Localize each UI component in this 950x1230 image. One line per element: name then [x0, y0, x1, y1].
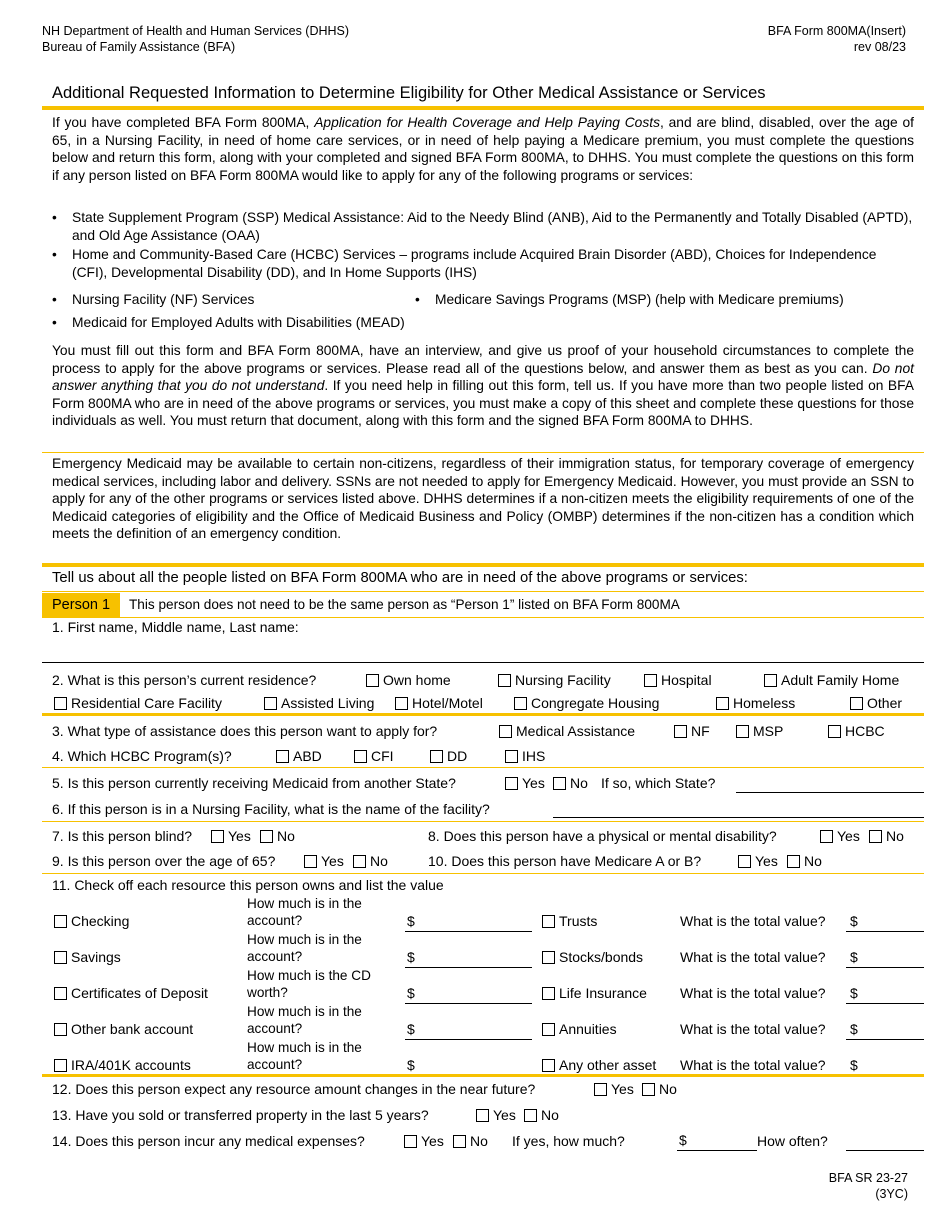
q3-hcbc[interactable]	[828, 722, 885, 740]
option-label: HCBC	[845, 723, 885, 739]
instructions-paragraph	[52, 342, 914, 430]
checkbox[interactable]	[54, 951, 67, 964]
q2-own-home[interactable]	[366, 671, 451, 689]
checkbox[interactable]	[276, 750, 289, 763]
option-label: No	[886, 828, 904, 844]
resource-life-insurance[interactable]	[542, 984, 647, 1002]
checkbox[interactable]	[716, 697, 729, 710]
checkbox[interactable]	[644, 674, 657, 687]
resource-name: Certificates of Deposit	[71, 985, 208, 1001]
q4-label: 4. Which HCBC Program(s)?	[52, 748, 232, 764]
option-label: Yes	[522, 775, 545, 791]
resource-name: Any other asset	[559, 1057, 657, 1073]
option-label: No	[570, 775, 588, 791]
checkbox[interactable]	[542, 951, 555, 964]
section-title: Tell us about all the people listed on BFA Form 800MA who are in need of the above programs or services:	[52, 570, 748, 586]
program-list	[52, 209, 914, 281]
q2-congregate[interactable]	[514, 694, 659, 712]
resource-value-field[interactable]	[405, 1039, 532, 1040]
option-label: Other	[867, 695, 903, 711]
section-divider	[42, 591, 924, 592]
resource-other-bank[interactable]	[54, 1020, 193, 1038]
q1-label: 1. First name, Middle name, Last name:	[52, 619, 299, 635]
dollar-sign: $	[850, 985, 858, 1001]
option-label: Medical Assistance	[516, 723, 636, 739]
checkbox[interactable]	[211, 830, 224, 843]
option-label: Adult Family Home	[781, 672, 900, 688]
q5-no[interactable]	[553, 774, 588, 792]
dollar-sign: $	[850, 1057, 858, 1073]
q7-label: 7. Is this person blind?	[52, 828, 193, 844]
checkbox[interactable]	[505, 750, 518, 763]
list-item-hcbc	[52, 246, 914, 281]
option-label: NF	[691, 723, 710, 739]
q2-homeless[interactable]	[716, 694, 795, 712]
page-title: Additional Requested Information to Determine Eligibility for Other Medical Assistance or Services	[52, 84, 766, 102]
checkbox[interactable]	[542, 987, 555, 1000]
resource-question-line2: account?	[247, 949, 303, 964]
q2-hospital[interactable]	[644, 671, 712, 689]
q5-label: 5. Is this person currently receiving Medicaid from another State?	[52, 775, 456, 791]
q4-dd[interactable]	[430, 747, 467, 765]
resource-value-field[interactable]	[405, 931, 532, 932]
resource-question-line1: How much is in the	[247, 1004, 362, 1019]
list-item-text: State Supplement Program (SSP) Medical Assistance: Aid to the Needy Blind (ANB), Aid to the Permanently and Totally Disabled (APTD), and Old Age Assistance (OAA)	[72, 210, 913, 243]
q1-name-field[interactable]	[42, 662, 924, 663]
resource-question-line1: How much is in the	[247, 896, 362, 911]
intro-text-1: If you have completed BFA Form 800MA,	[52, 115, 315, 130]
q4-divider	[42, 767, 924, 768]
dollar-sign: $	[850, 949, 858, 965]
para3-text: Emergency Medicaid may be available to certain non-citizens, regardless of their immigration status, for temporary coverage of emergency medical services, including labor and delivery. SSNs are not needed to apply for Emergency Medicaid. However, you must provide an SSN to apply for any of the other programs or services listed above. DHHS determines if a non-citizen meets the eligibility requirements of one of the Medicaid categories of eligibility and the Office of Medicaid Business and Policy (OMBP) determines if the non-citizen has a condition which meets the definition of an emergency condition.	[52, 456, 914, 542]
q5-yes[interactable]	[505, 774, 545, 792]
dollar-sign: $	[407, 949, 415, 965]
resource-savings[interactable]	[54, 948, 121, 966]
checkbox[interactable]	[542, 1059, 555, 1072]
option-label: Yes	[837, 828, 860, 844]
checkbox[interactable]	[264, 697, 277, 710]
resource-value-field[interactable]	[405, 967, 532, 968]
person-note: This person does not need to be the same person as “Person 1” listed on BFA Form 800MA	[129, 597, 680, 612]
footer-sub: (3YC)	[875, 1187, 908, 1201]
checkbox[interactable]	[869, 830, 882, 843]
resource-question-line1: How much is in the	[247, 932, 362, 947]
checkbox[interactable]	[260, 830, 273, 843]
q4-abd[interactable]	[276, 747, 322, 765]
option-label: No	[659, 1081, 677, 1097]
list-item-text: Home and Community-Based Care (HCBC) Services – programs include Acquired Brain Disorder (ABD), Choices for Independence (CFI), Developmental Disability (DD), and In Home Supports (IHS)	[72, 247, 877, 280]
checkbox[interactable]	[430, 750, 443, 763]
checkbox[interactable]	[524, 1109, 537, 1122]
checkbox[interactable]	[736, 725, 749, 738]
resource-total-question: What is the total value?	[680, 913, 826, 929]
q14-amount-field[interactable]	[677, 1150, 757, 1151]
list-item-text: Medicare Savings Programs (MSP) (help with Medicare premiums)	[435, 292, 844, 307]
option-label: Hospital	[661, 672, 712, 688]
q14-how-often-label: How often?	[757, 1133, 828, 1149]
resource-ira-401k[interactable]	[54, 1056, 191, 1074]
option-label: Own home	[383, 672, 451, 688]
checkbox[interactable]	[54, 915, 67, 928]
q7-yes[interactable]	[211, 827, 251, 845]
q8-no[interactable]	[869, 827, 904, 845]
option-label: Nursing Facility	[515, 672, 611, 688]
resource-stocks-bonds[interactable]	[542, 948, 643, 966]
q10-label: 10. Does this person have Medicare A or B?	[428, 853, 702, 869]
q7-no[interactable]	[260, 827, 295, 845]
dollar-sign: $	[850, 913, 858, 929]
checkbox[interactable]	[764, 674, 777, 687]
resource-value-field[interactable]	[405, 1003, 532, 1004]
option-label: No	[277, 828, 295, 844]
resource-name: Other bank account	[71, 1021, 194, 1037]
para2-text-2: . If you need help in filling out this form, tell us. If you have more than two people listed on BFA Form 800MA who are in need of the above programs or services, you must make a copy of this sheet and complete these questions for those individuals as well. You must return that document, along with this form and the signed BFA Form 800MA to DHHS.	[52, 378, 914, 429]
option-label: MSP	[753, 723, 784, 739]
resource-question-line1: How much is in the	[247, 1040, 362, 1055]
q2-hotel-motel[interactable]	[395, 694, 483, 712]
q11-label: 11. Check off each resource this person owns and list the value	[52, 877, 444, 893]
option-label: Homeless	[733, 695, 796, 711]
q3-msp[interactable]	[736, 722, 783, 740]
q3-label: 3. What type of assistance does this person want to apply for?	[52, 723, 438, 739]
q10-yes[interactable]	[738, 852, 778, 870]
option-label: Hotel/Motel	[412, 695, 483, 711]
dollar-sign: $	[407, 985, 415, 1001]
program-list-3	[415, 291, 915, 309]
resource-total-field[interactable]	[846, 1039, 924, 1040]
resource-checking[interactable]	[54, 912, 129, 930]
checkbox[interactable]	[354, 750, 367, 763]
q3-medical[interactable]	[499, 722, 635, 740]
resource-question-line2: account?	[247, 1021, 303, 1036]
resource-question-line2: account?	[247, 1057, 303, 1072]
checkbox[interactable]	[787, 855, 800, 868]
q6-divider	[42, 821, 924, 822]
dollar-sign: $	[407, 1021, 415, 1037]
list-item-mead	[52, 314, 914, 332]
q4-cfi[interactable]	[354, 747, 394, 765]
q6-facility-field[interactable]	[553, 817, 924, 818]
q3-nf[interactable]	[674, 722, 710, 740]
checkbox[interactable]	[828, 725, 841, 738]
q12-no[interactable]	[642, 1080, 677, 1098]
dollar-sign: $	[407, 913, 415, 929]
option-label: Congregate Housing	[531, 695, 660, 711]
resource-name: Life Insurance	[559, 985, 647, 1001]
q14-no[interactable]	[453, 1132, 488, 1150]
q13-yes[interactable]	[476, 1106, 516, 1124]
resource-total-field[interactable]	[846, 967, 924, 968]
list-item-text: Medicaid for Employed Adults with Disabilities (MEAD)	[72, 314, 405, 330]
checkbox[interactable]	[499, 725, 512, 738]
checkbox[interactable]	[353, 855, 366, 868]
option-label: Yes	[611, 1081, 634, 1097]
form-rev: rev 08/23	[853, 40, 906, 54]
checkbox[interactable]	[820, 830, 833, 843]
q2-label: 2. What is this person’s current residence?	[52, 672, 317, 688]
checkbox[interactable]	[54, 697, 67, 710]
resource-annuities[interactable]	[542, 1020, 617, 1038]
q5-state-field[interactable]	[736, 792, 924, 793]
list-item-msp	[415, 291, 915, 309]
option-label: Residential Care Facility	[71, 695, 222, 711]
q12-yes[interactable]	[594, 1080, 634, 1098]
resource-certificates[interactable]	[54, 984, 208, 1002]
header-dept: NH Department of Health and Human Services (DHHS)	[42, 24, 350, 38]
resource-name: Savings	[71, 949, 121, 965]
option-label: Yes	[755, 853, 778, 869]
option-label: Yes	[421, 1133, 444, 1149]
q14-how-much-label: If yes, how much?	[512, 1133, 625, 1149]
checkbox[interactable]	[514, 697, 527, 710]
option-label: No	[804, 853, 822, 869]
option-label: Yes	[493, 1107, 516, 1123]
q14-yes[interactable]	[404, 1132, 444, 1150]
option-label: ABD	[293, 748, 322, 764]
q12-label: 12. Does this person expect any resource amount changes in the near future?	[52, 1081, 536, 1097]
resource-name: Checking	[71, 913, 130, 929]
resources-rule	[42, 1074, 924, 1077]
q2-assisted-living[interactable]	[264, 694, 374, 712]
q2-rule	[42, 713, 924, 716]
checkbox[interactable]	[453, 1135, 466, 1148]
checkbox[interactable]	[366, 674, 379, 687]
checkbox[interactable]	[304, 855, 317, 868]
title-rule	[42, 106, 924, 110]
footer-code: BFA SR 23-27	[828, 1171, 908, 1185]
list-item-ssp	[52, 209, 914, 244]
resource-total-field[interactable]	[846, 1003, 924, 1004]
intro-italic: Application for Health Coverage and Help Paying Costs	[314, 115, 660, 130]
option-label: CFI	[371, 748, 394, 764]
checkbox[interactable]	[642, 1083, 655, 1096]
q13-no[interactable]	[524, 1106, 559, 1124]
checkbox[interactable]	[476, 1109, 489, 1122]
q5-which-state-label: If so, which State?	[601, 775, 716, 791]
resource-total-question: What is the total value?	[680, 985, 826, 1001]
option-label: DD	[447, 748, 468, 764]
q2-residential-care[interactable]	[54, 694, 222, 712]
checkbox[interactable]	[404, 1135, 417, 1148]
checkbox[interactable]	[395, 697, 408, 710]
resource-question-line1: How much is the CD	[247, 968, 371, 983]
q6-label: 6. If this person is in a Nursing Facility, what is the name of the facility?	[52, 801, 490, 817]
checkbox[interactable]	[54, 987, 67, 1000]
option-label: Assisted Living	[281, 695, 375, 711]
checkbox[interactable]	[54, 1059, 67, 1072]
option-label: No	[470, 1133, 488, 1149]
q10-no[interactable]	[787, 852, 822, 870]
person-tab: Person 1	[42, 593, 120, 617]
q2-row1	[52, 671, 316, 689]
q2-other[interactable]	[850, 694, 902, 712]
section-rule	[42, 563, 924, 567]
dollar-sign: $	[850, 1021, 858, 1037]
q14-label: 14. Does this person incur any medical expenses?	[52, 1133, 365, 1149]
intro-text-2: , and are blind, disabled, over the age of 65, in a Nursing Facility, in need of home care services, or in need of help paying a Medicare premium, you must complete the questions below and return this form, along with your completed and signed BFA Form 800MA, to DHHS. You must complete the questions on this form if any person listed on BFA Form 800MA would like to apply for any of the following programs or services:	[52, 115, 914, 183]
emergency-medicaid-paragraph	[52, 455, 914, 543]
resource-name: Trusts	[559, 913, 598, 929]
checkbox[interactable]	[542, 1023, 555, 1036]
resource-trusts[interactable]	[542, 912, 597, 930]
checkbox[interactable]	[674, 725, 687, 738]
dollar-sign: $	[679, 1132, 687, 1148]
option-label: Yes	[228, 828, 251, 844]
checkbox[interactable]	[553, 777, 566, 790]
resource-name: Annuities	[559, 1021, 617, 1037]
q9-label: 9. Is this person over the age of 65?	[52, 853, 276, 869]
option-label: Yes	[321, 853, 344, 869]
resource-name: Stocks/bonds	[559, 949, 644, 965]
resource-total-question: What is the total value?	[680, 1057, 826, 1073]
checkbox[interactable]	[542, 915, 555, 928]
dollar-sign: $	[407, 1057, 415, 1073]
resource-total-question: What is the total value?	[680, 1021, 826, 1037]
form-id: BFA Form 800MA(Insert)	[767, 24, 906, 38]
para2-italic: Do not answer anything that you do not understand	[52, 360, 914, 394]
checkbox[interactable]	[54, 1023, 67, 1036]
list-item-text: Nursing Facility (NF) Services	[72, 292, 255, 307]
q8-yes[interactable]	[820, 827, 860, 845]
checkbox[interactable]	[498, 674, 511, 687]
resource-question-line2: account?	[247, 913, 303, 928]
para2-text-1: You must fill out this form and BFA Form 800MA, have an interview, and give us proof of your household circumstances to complete the process to apply for the above programs or services. Please read all of the questions below, and answer them as best as you can.	[52, 343, 914, 376]
header-bureau: Bureau of Family Assistance (BFA)	[42, 40, 236, 54]
checkbox[interactable]	[850, 697, 863, 710]
option-label: No	[370, 853, 388, 869]
q14-frequency-field[interactable]	[846, 1150, 924, 1151]
q2-adult-family-home[interactable]	[764, 671, 899, 689]
q10-divider	[42, 873, 924, 874]
resource-any-other-asset[interactable]	[542, 1056, 656, 1074]
q13-label: 13. Have you sold or transferred property in the last 5 years?	[52, 1107, 429, 1123]
q9-yes[interactable]	[304, 852, 344, 870]
resource-total-question: What is the total value?	[680, 949, 826, 965]
option-label: IHS	[522, 748, 546, 764]
option-label: No	[541, 1107, 559, 1123]
q4-ihs[interactable]	[505, 747, 545, 765]
intro-paragraph	[52, 114, 914, 184]
q9-no[interactable]	[353, 852, 388, 870]
resource-question-line2: worth?	[247, 985, 288, 1000]
para-divider	[42, 452, 924, 453]
resource-name: IRA/401K accounts	[71, 1057, 191, 1073]
checkbox[interactable]	[505, 777, 518, 790]
checkbox[interactable]	[594, 1083, 607, 1096]
q2-nursing-facility[interactable]	[498, 671, 611, 689]
checkbox[interactable]	[738, 855, 751, 868]
resource-total-field[interactable]	[846, 931, 924, 932]
q8-label: 8. Does this person have a physical or mental disability?	[428, 828, 777, 844]
